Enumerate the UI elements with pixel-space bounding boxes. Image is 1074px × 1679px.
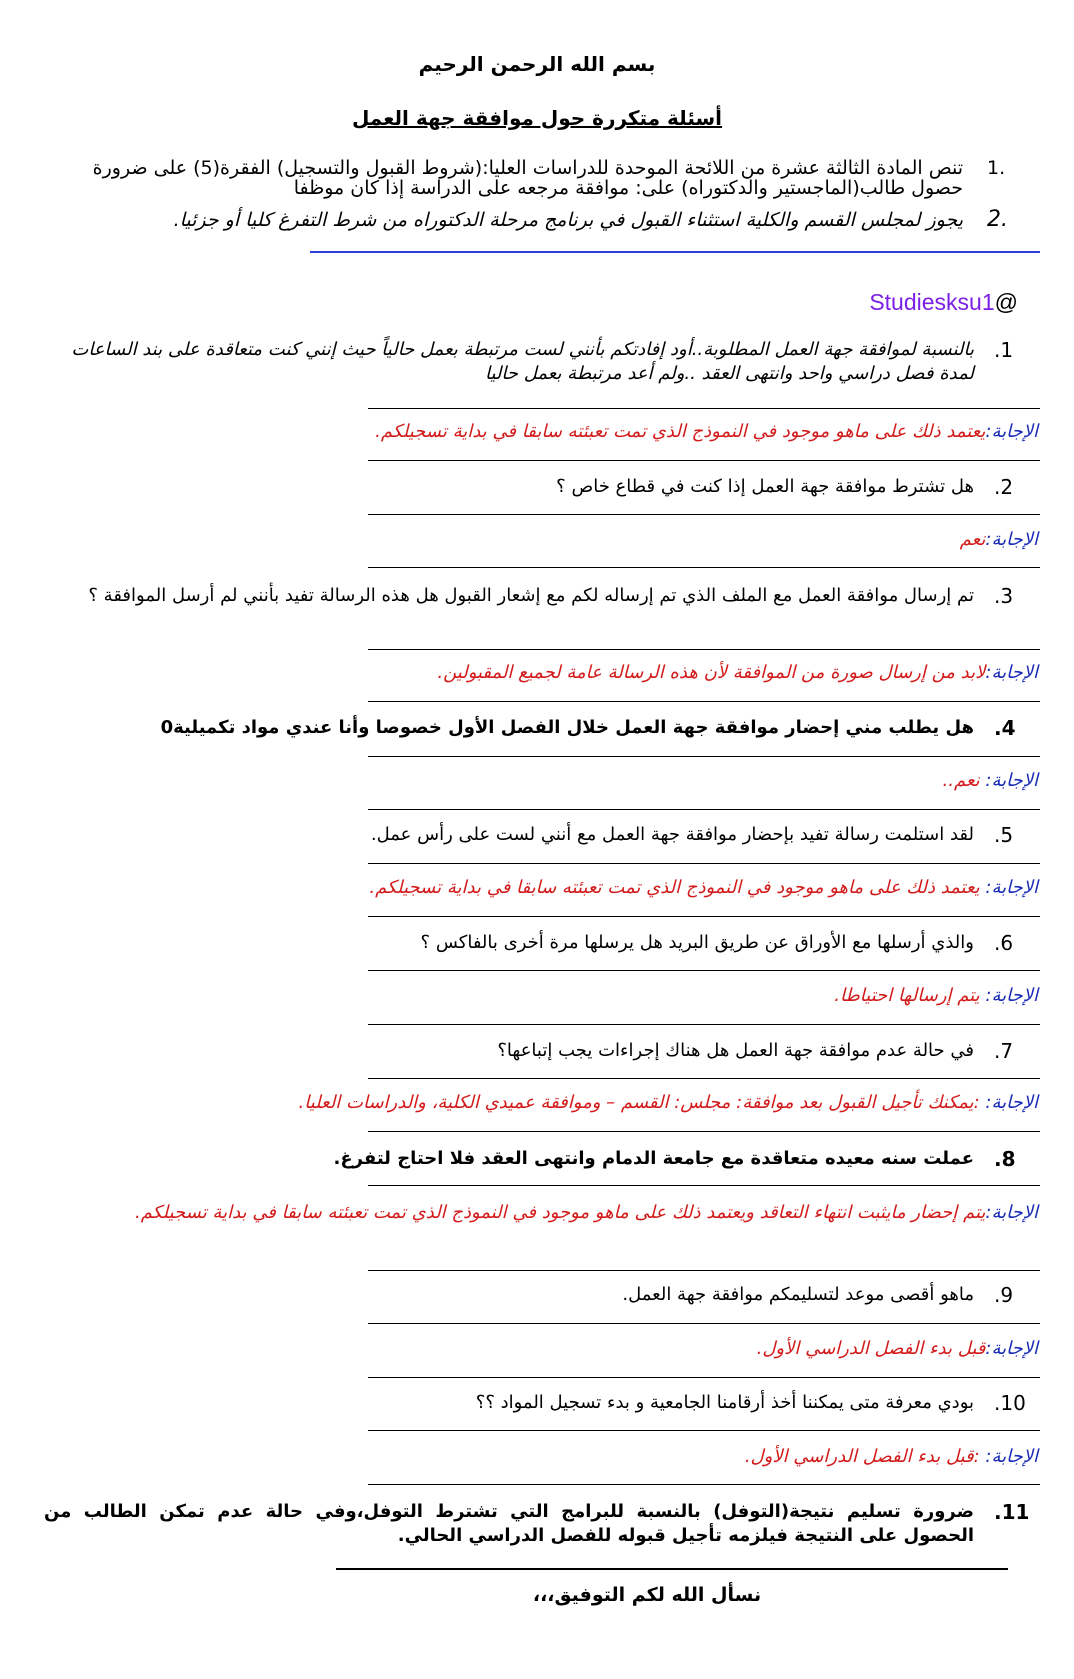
answer-label: الإجابة:	[979, 1446, 1038, 1467]
question-item	[44, 1147, 1038, 1171]
answer-label: الإجابة:	[979, 985, 1038, 1006]
divider	[368, 567, 1040, 568]
question-item	[44, 584, 1038, 608]
handle-at: @	[994, 289, 1018, 315]
basmala: بسم الله الرحمن الرحيم	[418, 52, 656, 76]
question-number: .9	[994, 1283, 1014, 1307]
intro-number: .1	[987, 157, 1006, 179]
intro-item	[44, 207, 1027, 232]
answer	[44, 1200, 1038, 1225]
answer	[44, 1336, 1038, 1361]
divider	[336, 1568, 1008, 1570]
question-text: عملت سنه معيده متعاقدة مع جامعة الدمام وانتهى العقد فلا احتاج لتفرغ.	[333, 1148, 974, 1169]
intro-text: يجوز لمجلس القسم والكلية استثناء القبول في برنامج مرحلة الدكتوراه من شرط التفرغ كليا أو جزئيا.	[173, 209, 963, 231]
question-text: في حالة عدم موافقة جهة العمل هل هناك إجراءات يجب إتباعها؟	[497, 1040, 974, 1061]
question-text: ضرورة تسليم نتيجة(التوفل) بالنسبة للبرامج التي تشترط التوفل،وفي حالة عدم تمكن الطالب من الحصول على النتيجة فيلزمه تأجيل قبوله للفصل الدراسي الحالي.	[44, 1501, 974, 1546]
answer-label: الإجابة:	[985, 1202, 1038, 1223]
divider	[368, 863, 1040, 864]
answer-label: الإجابة:	[985, 662, 1038, 683]
divider	[368, 1185, 1040, 1186]
question-text: بالنسبة لموافقة جهة العمل المطلوبة..أود إفادتكم بأنني لست مرتبطة بعمل حالياً حيث إنني كنت متعاقدة على بند الساعات لمدة فصل دراسي واحد وانتهى العقد ..ولم أعد مرتبطة بعمل حاليا	[71, 339, 974, 384]
question-number: .6	[994, 931, 1014, 955]
answer-text: يعتمد ذلك على ماهو موجود في النموذج الذي تمت تعبئته سابقا في بداية تسجيلكم.	[369, 877, 980, 898]
question-number: .5	[994, 823, 1014, 847]
question-text: هل يطلب مني إحضار موافقة جهة العمل خلال الفصل الأول خصوصا وأنا عندي مواد تكميلية0	[160, 717, 974, 738]
question-text: تم إرسال موافقة العمل مع الملف الذي تم إرساله لكم مع إشعار القبول هل هذه الرسالة تفيد بأنني لم أرسل الموافقة ؟	[88, 585, 974, 606]
question-text: هل تشترط موافقة جهة العمل إذا كنت في قطاع خاص ؟	[556, 476, 974, 497]
divider	[368, 1078, 1040, 1079]
divider	[368, 514, 1040, 515]
divider	[368, 756, 1040, 757]
divider	[368, 649, 1040, 650]
divider	[368, 1323, 1040, 1324]
answer-text: نعم	[959, 529, 986, 550]
question-number: .8	[994, 1147, 1016, 1171]
divider	[368, 1024, 1040, 1025]
answer-label: الإجابة:	[979, 877, 1038, 898]
answer	[44, 1090, 1038, 1115]
answer-text: :يمكنك تأجيل القبول بعد موافقة: مجلس: القسم – وموافقة عميدي الكلية، والدراسات العليا.	[298, 1092, 980, 1113]
question-number: .4	[994, 716, 1016, 740]
divider	[368, 916, 1040, 917]
question-number: .7	[994, 1039, 1014, 1063]
divider	[368, 1484, 1040, 1485]
closing-text	[0, 1584, 1074, 1606]
divider	[368, 408, 1040, 409]
answer-label: الإجابة:	[979, 1092, 1038, 1113]
divider	[368, 701, 1040, 702]
question-text: ماهو أقصى موعد لتسليمكم موافقة جهة العمل.	[622, 1284, 974, 1305]
intro-item	[44, 158, 1027, 198]
divider	[368, 1430, 1040, 1431]
question-number: .10	[994, 1391, 1026, 1415]
question-item	[44, 475, 1038, 499]
divider	[368, 1131, 1040, 1132]
answer-label: الإجابة:	[985, 1338, 1038, 1359]
question-item	[44, 1039, 1038, 1063]
answer-label: الإجابة:	[979, 770, 1038, 791]
divider	[368, 809, 1040, 810]
answer	[44, 875, 1038, 900]
question-text: والذي أرسلها مع الأوراق عن طريق البريد هل يرسلها مرة أخرى بالفاكس ؟	[420, 932, 974, 953]
answer-text: لابد من إرسال صورة من الموافقة لأن هذه الرسالة عامة لجميع المقبولين.	[437, 662, 986, 683]
question-item	[44, 338, 1038, 386]
divider	[368, 970, 1040, 971]
closing-label: نسأل الله لكم التوفيق،،،	[532, 1584, 762, 1606]
intro-number: .2	[987, 207, 1008, 232]
divider	[368, 1377, 1040, 1378]
divider	[368, 1270, 1040, 1271]
answer	[44, 660, 1038, 685]
divider	[310, 251, 1040, 253]
question-item	[44, 1500, 1038, 1548]
question-item	[44, 1391, 1038, 1415]
answer-text: نعم..	[942, 770, 980, 791]
answer-label: الإجابة:	[985, 421, 1038, 442]
question-text: لقد استلمت رسالة تفيد بإحضار موافقة جهة العمل مع أنني لست على رأس عمل.	[370, 824, 974, 845]
question-text: بودي معرفة متى يمكننا أخذ أرقامنا الجامعية و بدء تسجيل المواد ؟؟	[475, 1392, 974, 1413]
intro-text: تنص المادة الثالثة عشرة من اللائحة الموحدة للدراسات العليا:(شروط القبول والتسجيل) الفقرة(5) على ضرورة حصول طالب(الماجستير والدكتوراه) على: موافقة مرجعه على الدراسة إذا كان موظفا	[92, 157, 963, 199]
question-number: .2	[994, 475, 1014, 499]
question-item	[44, 823, 1038, 847]
question-item	[44, 1283, 1038, 1307]
answer-text: يعتمد ذلك على ماهو موجود في النموذج الذي تمت تعبئته سابقا في بداية تسجيلكم.	[375, 421, 986, 442]
answer-text: قبل بدء الفصل الدراسي الأول.	[756, 1338, 986, 1359]
answer-text: يتم إحضار مايثبت انتهاء التعاقد ويعتمد ذلك على ماهو موجود في النموذج الذي تمت تعبئته سابقا في بداية تسجيلكم.	[134, 1202, 986, 1223]
answer-label: الإجابة:	[985, 529, 1038, 550]
question-item	[44, 716, 1038, 740]
question-number: .3	[994, 584, 1014, 608]
answer	[44, 419, 1038, 444]
question-number: .1	[994, 338, 1014, 362]
divider	[368, 460, 1040, 461]
question-number: .11	[994, 1500, 1030, 1524]
answer	[44, 768, 1038, 793]
handle-text: Studiesksu1	[869, 289, 995, 315]
social-handle	[869, 289, 1018, 316]
answer-text: :قبل بدء الفصل الدراسي الأول.	[744, 1446, 980, 1467]
answer	[44, 527, 1038, 552]
answer-text: يتم إرسالها احتياطا.	[834, 985, 980, 1006]
answer	[44, 1444, 1038, 1469]
page-title: أسئلة متكررة حول موافقة جهة العمل	[351, 106, 723, 130]
question-item	[44, 931, 1038, 955]
answer	[44, 983, 1038, 1008]
